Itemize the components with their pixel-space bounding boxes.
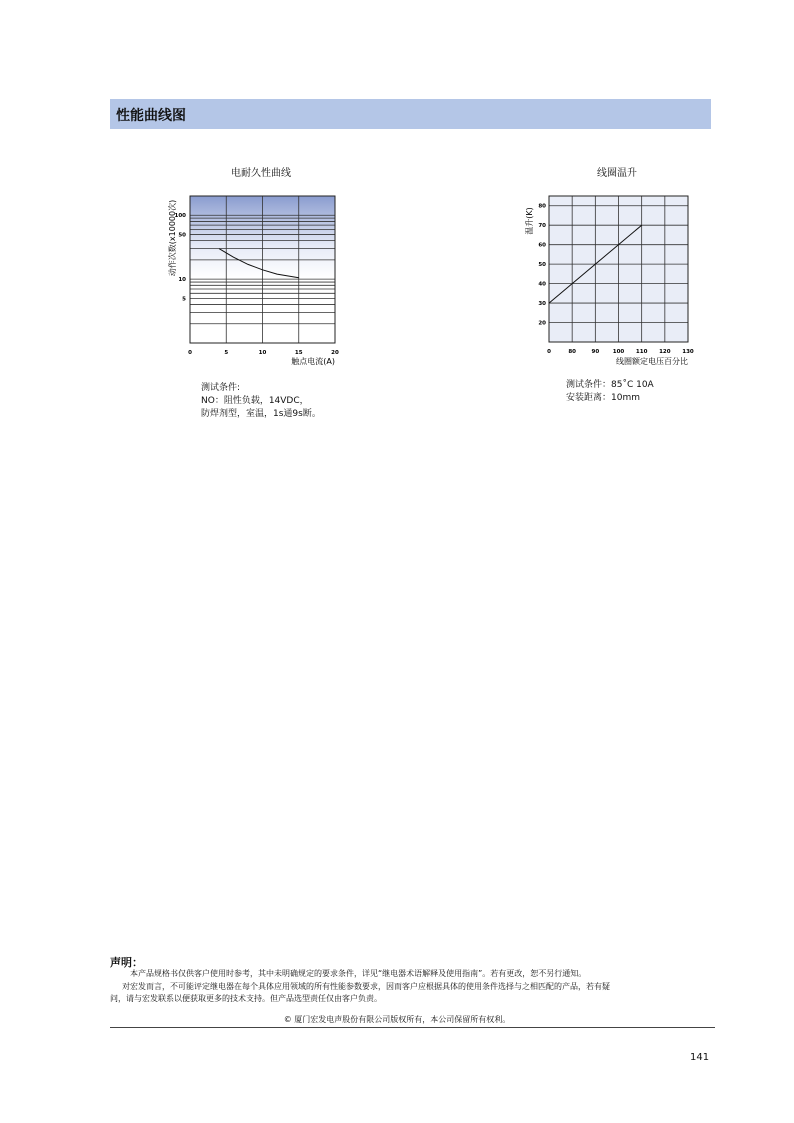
x-axis-label: 线圈额定电压百分比	[616, 357, 688, 366]
x-tick-label: 90	[591, 349, 600, 355]
page-number: 141	[690, 1052, 710, 1063]
coil-temp-note-line: 测试条件：85˚C 10A	[566, 380, 654, 390]
x-tick-label: 80	[568, 349, 576, 355]
x-tick-label: 120	[659, 349, 671, 355]
declaration-line: 对宏发而言，不可能评定继电器在每个具体应用领域的所有性能参数要求，因而客户应根据具体的使用条件选择与之相匹配的产品，若有疑	[122, 982, 610, 991]
declaration-line: 问，请与宏发联系以便获取更多的技术支持。但产品选型责任仅由客户负责。	[110, 994, 382, 1003]
endurance-chart	[160, 188, 360, 368]
endurance-test-notes	[201, 382, 321, 421]
y-tick-label: 10	[178, 277, 186, 284]
declaration-title: 声明：	[110, 956, 143, 969]
y-tick-label: 60	[538, 242, 546, 249]
x-tick-label: 130	[682, 349, 694, 355]
declaration-line: 本产品规格书仅供客户使用时参考，其中未明确规定的要求条件，详见“继电器术语解释及使用指南”。若有更改，恕不另行通知。	[130, 969, 587, 978]
y-tick-label: 20	[538, 320, 546, 327]
x-tick-label: 20	[331, 350, 339, 356]
y-tick-label: 70	[538, 223, 546, 230]
y-axis-label: 温升(K)	[525, 207, 534, 235]
endurance-note-line: 测试条件:	[201, 383, 241, 393]
endurance-note-line: NO：阻性负载，14VDC，	[201, 396, 309, 406]
footer-divider	[110, 1027, 715, 1028]
x-tick-label: 15	[294, 350, 303, 356]
x-tick-label: 10	[258, 350, 267, 356]
y-tick-label: 50	[178, 232, 186, 239]
coil-temp-test-notes	[566, 379, 654, 405]
x-tick-label: 0	[547, 349, 551, 355]
x-tick-label: 5	[224, 350, 229, 356]
y-tick-label: 80	[538, 203, 546, 210]
copyright-notice: © 厦门宏发电声股份有限公司版权所有，本公司保留所有权利。	[283, 1015, 511, 1024]
endurance-chart-title: 电耐久性曲线	[231, 168, 291, 179]
x-tick-label: 110	[635, 349, 648, 355]
y-tick-label: 50	[538, 262, 546, 269]
y-tick-label: 100	[174, 213, 186, 220]
coil-temp-note-line: 安装距离：10mm	[566, 393, 640, 403]
y-tick-label: 30	[538, 301, 546, 308]
x-tick-label: 100	[612, 349, 625, 355]
y-tick-label: 40	[538, 281, 546, 288]
endurance-note-line: 防焊剂型，室温，1s通9s断。	[201, 409, 321, 419]
section-title: 性能曲线图	[116, 108, 186, 124]
y-axis-label: 动作次数(x10000次)	[168, 199, 177, 277]
coil-temp-chart-title: 线圈温升	[597, 168, 637, 179]
coil-temp-rise-chart	[520, 188, 710, 368]
x-axis-label: 触点电流(A)	[291, 357, 335, 366]
section-header	[110, 99, 711, 129]
x-tick-label: 0	[188, 350, 192, 356]
y-tick-label: 5	[182, 296, 186, 303]
